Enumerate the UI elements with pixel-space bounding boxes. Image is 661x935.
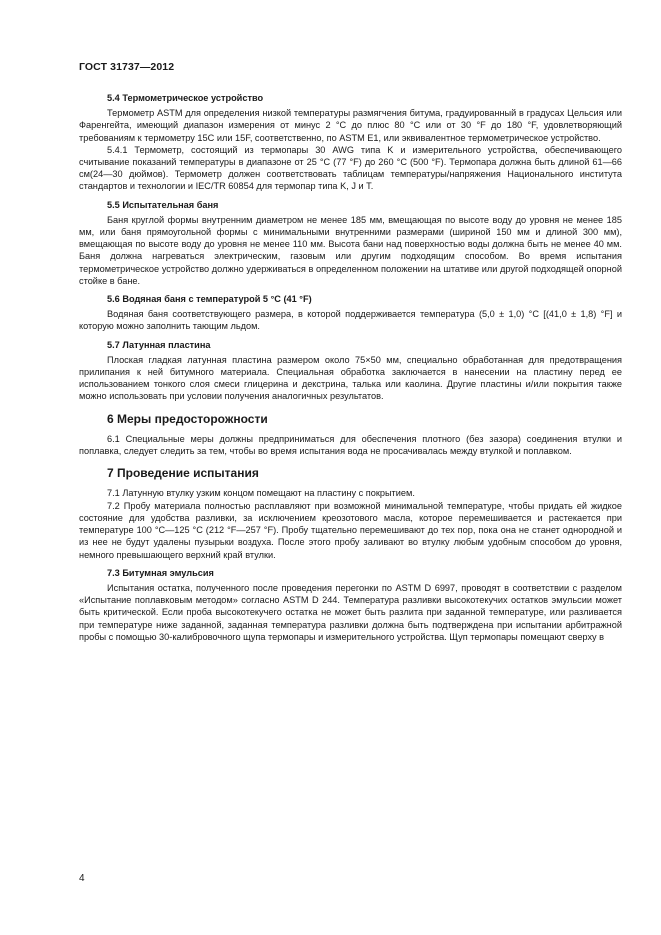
section-5-6-heading: 5.6 Водяная баня с температурой 5 °С (41 °F) xyxy=(107,294,312,305)
section-7-3-heading: 7.3 Битумная эмульсия xyxy=(107,567,214,578)
section-5-4-1-paragraph: 5.4.1 Термометр, состоящий из термопары 30 AWG типа K и измерительного устройства, обеспечивающего считывание показаний температуры в диапазоне от 25 °С (77 °F) до 260 °С (500 °F). Термопара должна быть длиной 61—66 см(24—30 дюймов). Термометр должен соответствовать таблицам температуры/напряжения Национального института стандартов и технологии и IEC/TR 60854 для термопар типа K, J и T. xyxy=(79,144,622,192)
section-7-3-paragraph: Испытания остатка, полученного после проведения перегонки по ASTM D 6997, проводят в соответствии с разделом «Испытание поплавковым методом» согласно ASTM D 244. Температура разливки высокотекучих остатков эмульсии может быть критической. Если проба высокотекучего остатка не может быть разлита при заданной температуре, или разливается при температуре ниже заданной, заданная температура разливки должна быть подтверждена при испытании арбитражной пробы с помощью 30-калибровочного щупа термопары и измерительного устройства. Щуп термопары помещают сверху в xyxy=(79,582,622,642)
section-5-4-heading: 5.4 Термометрическое устройство xyxy=(107,93,264,103)
section-6-1-paragraph: 6.1 Специальные меры должны предприниматься для обеспечения плотного (без зазора) соединения втулки и поплавка, следует следить за тем, чтобы во время испытания вода не просачивалась между втулкой и поплавком. xyxy=(79,433,622,457)
section-5-5-heading: 5.5 Испытательная баня xyxy=(107,199,219,210)
section-7-2-paragraph: 7.2 Пробу материала полностью расплавляют при возможной минимальной температуре, чтобы придать ей жидкое состояние для удобства разливки, за исключением креозотового масла, которое перемешивается и растекается при температуре 100 °С—125 °С (212 °F—257 °F). Пробу тщательно перемешивают до тех пор, пока она не станет однородной и из нее не будут удалены пузырьки воздуха. После этого пробу заливают во втулку любым удобным способом до уровня, немного превышающего верхний край втулки. xyxy=(79,500,622,560)
section-5-5-paragraph: Баня круглой формы внутренним диаметром не менее 185 мм, вмещающая по высоте воду до уровня не менее 185 мм, или баня прямоугольной формы с минимальными внутренними размерами (шириной 150 мм и длиной 300 мм), вмещающая по высоте воду до уровня не менее 110 мм. Высота бани над поверхностью воды должна быть не менее 40 мм. Баня должна нагреваться электрическим, газовым или другим подходящим способом. Во время испытания термометрическое устройство должно удерживаться в определенном положении на штативе или другой подходящей опорной стойке в бане. xyxy=(79,214,622,286)
section-5-7-paragraph: Плоская гладкая латунная пластина размером около 75×50 мм, специально обработанная для предотвращения прилипания к ней битумного материала. Специальная обработка заключается в нанесении на пластину перед ее использованием тонкого слоя смеси глицерина и декстрина, талька или каолина. Другие пластины и/или покрытия также можно использовать при условии получения аналогичных результатов. xyxy=(79,354,622,402)
page-body xyxy=(79,92,622,643)
section-5-7-heading: 5.7 Латунная пластина xyxy=(107,339,211,350)
section-7-1-paragraph: 7.1 Латунную втулку узким концом помещают на пластину с покрытием. xyxy=(107,488,415,499)
section-7-heading: 7 Проведение испытания xyxy=(107,466,259,481)
section-6-heading: 6 Меры предосторожности xyxy=(107,411,268,426)
document-id: ГОСТ 31737—2012 xyxy=(79,61,175,73)
section-5-4-paragraph: Термометр ASTM для определения низкой температуры размягчения битума, градуированный в градусах Цельсия или Фаренгейта, имеющий диапазон измерения от минус 2 °С до плюс 80 °С или от 30 °F до 180 °F, удовлетворяющий требованиям к термометру 15С или 15F, соответственно, по ASTM E1, или эквивалентное термометрическое устройство. xyxy=(79,108,622,143)
section-5-6-paragraph: Водяная баня соответствующего размера, в которой поддерживается температура (5,0 ± 1,0) °С [(41,0 ± 1,8) °F] и которую можно заполнить тающим льдом. xyxy=(79,309,622,332)
page-number: 4 xyxy=(79,873,85,884)
